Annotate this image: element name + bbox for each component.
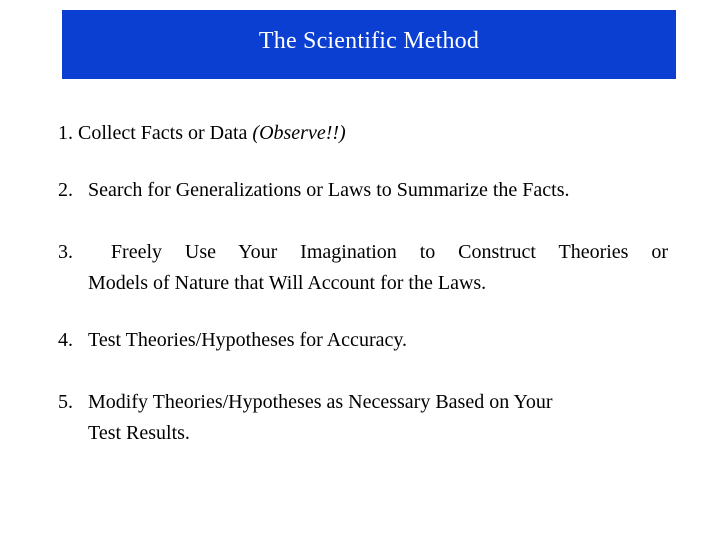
- item-line-1-wrap: [58, 391, 553, 413]
- item-emphasis: (Observe!!): [252, 122, 346, 144]
- item-number: 1.: [58, 122, 73, 144]
- slide-title: The Scientific Method: [258, 28, 480, 54]
- list-item-test-theories: [58, 325, 668, 356]
- item-text-line-1: Freely Use Your Imagination to Construct Theories or: [110, 241, 669, 263]
- list-item-collect-facts: [58, 118, 668, 149]
- item-number: 5.: [58, 391, 73, 413]
- list-item-search-generalizations: [58, 175, 668, 206]
- item-number: 2.: [58, 179, 73, 201]
- list-item-modify-theories: [58, 387, 668, 449]
- item-line-1-wrap: [58, 237, 668, 268]
- item-text-line-1: Modify Theories/Hypotheses as Necessary Based on Your: [88, 391, 553, 413]
- list-item-use-imagination: [58, 237, 668, 299]
- item-text-line-2: Test Results.: [88, 422, 190, 444]
- item-text: Test Theories/Hypotheses for Accuracy.: [88, 329, 408, 351]
- item-number: 4.: [58, 329, 73, 351]
- item-text-line-2: Models of Nature that Will Account for the Laws.: [88, 272, 487, 294]
- title-banner: [62, 10, 676, 79]
- item-text: Collect Facts or Data: [78, 122, 248, 144]
- item-text: Search for Generalizations or Laws to Summarize the Facts.: [88, 179, 570, 201]
- item-number: 3.: [58, 241, 73, 263]
